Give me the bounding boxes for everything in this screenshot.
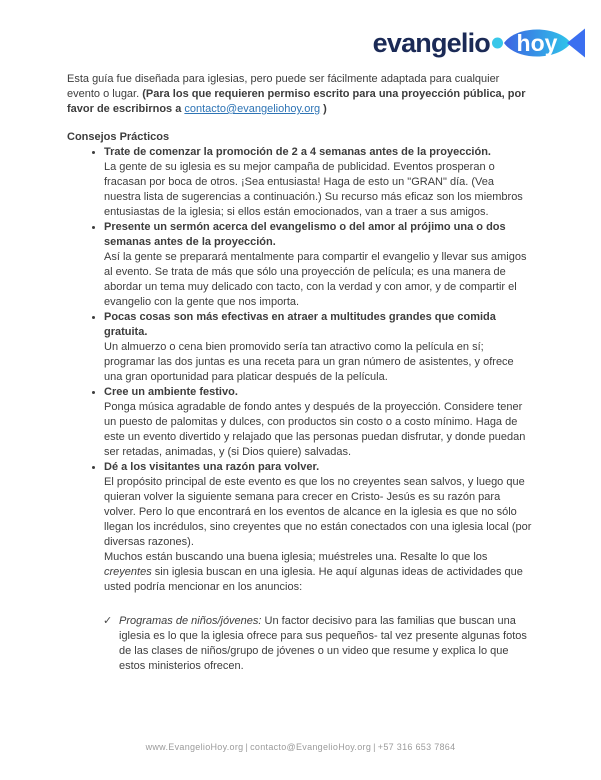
intro-paragraph	[67, 72, 533, 117]
tip-item-free-food	[104, 310, 533, 385]
intro-text: Esta guía fue diseñada para iglesias, pero puede ser fácilmente adaptada para cualquier evento o lugar.	[67, 73, 500, 100]
tip-title: • Pocas cosas son más efectivas en atraer a multitudes grandes que comida gratuita.	[104, 311, 496, 338]
footer-email: contacto@EvangelioHoy.org	[250, 742, 372, 752]
logo-wordmark: evangelio	[372, 27, 490, 58]
tip-item-sermon	[104, 220, 533, 310]
evangeliohoy-logo	[373, 22, 588, 64]
tip-body: Así la gente se preparará mentalmente para compartir el evangelio y llevar sus amigos al evento. Se trata de más que sólo una proyección de película; es una manera de abordar un tema muy delicado con tacto, con la verdad y con amor, y de compartir el evangelio con la gente que nos importa.	[104, 251, 527, 308]
checklist-lead: Programas de niños/jóvenes:	[119, 615, 262, 627]
tip-title: • Presente un sermón acerca del evangelismo o del amor al prójimo una o dos semanas antes de la proyección.	[104, 221, 506, 248]
tip-title: • Dé a los visitantes una razón para volver.	[104, 461, 320, 473]
tip-body-2-post: sin iglesia buscan en una iglesia. He aquí algunas ideas de actividades que usted podría mencionar en los anuncios:	[104, 566, 523, 593]
page-footer	[0, 742, 601, 752]
intro-bold-note: (Para los que requieren permiso escrito para una proyección pública, por favor de escribirnos a	[67, 88, 526, 115]
contact-email-link[interactable]: contacto@evangeliohoy.org	[184, 103, 321, 115]
intro-bold-close: )	[320, 103, 327, 115]
tip-body: Un almuerzo o cena bien promovido sería tan atractivo como la película en sí; programar las dos juntas es una receta para un gran número de asistentes, y ofrece una gran oportunidad para platicar después de la película.	[104, 341, 514, 383]
section-heading: Consejos Prácticos	[67, 131, 170, 143]
footer-phone: +57 316 653 7864	[377, 742, 456, 752]
checklist-text	[119, 614, 533, 674]
tip-body-2	[104, 550, 533, 595]
tip-body: Ponga música agradable de fondo antes y después de la proyección. Considere tener un puesto de palomitas y dulces, con productos sin costo o a costo mínimo. Haga de este un evento divertido y relajado que las personas puedan disfrutar, y donde puedan ser retadas, animadas, y (si Dios quiere) salvadas.	[104, 401, 526, 458]
tip-item-festive	[104, 385, 533, 460]
fish-dot	[492, 38, 503, 49]
tip-item-promotion	[104, 145, 533, 220]
checklist-item-programs	[67, 614, 533, 674]
tip-body: La gente de su iglesia es su mejor campaña de publicidad. Eventos prosperan o fracasan por boca de otros. ¡Sea entusiasta! Haga de esto un "GRAN" día. (Vea nuestra lista de sugerencias a continuación.) Su recurso más eficaz son los miembros entusiastas de la iglesia; si ellos están emocionados, van a traer a sus amigos.	[104, 161, 523, 218]
practical-tips-list	[67, 145, 533, 595]
checklist-description: Un factor decisivo para las familias que buscan una iglesia es lo que la iglesia ofrece para sus pequeños- tal vez presente algunas fotos de las clases de niños/grupo de jóvenes o un video que resume y explica lo que estos ministerios ofrecen.	[119, 615, 527, 672]
footer-website: www.EvangelioHoy.org	[145, 742, 244, 752]
tip-body: El propósito principal de este evento es que los no creyentes sean salvos, y luego que quieran volver la siguiente semana para crecer en Cristo- Jesús es su razón para volver. Pero lo que encontrará en los eventos de alcance en la iglesia es que no sólo llegan los incrédulos, sino creyentes que no están conectados con una iglesia local (por diversas razones).	[104, 476, 532, 548]
tip-body-2-italic: creyentes	[104, 566, 152, 578]
tip-body-2-pre: Muchos están buscando una buena iglesia; muéstreles una. Resalte lo que los	[104, 551, 488, 563]
tip-title: • Cree un ambiente festivo.	[104, 386, 238, 398]
tip-item-reason-to-return	[104, 460, 533, 595]
logo-fish-label: hoy	[516, 30, 558, 56]
fish-logo-icon	[492, 22, 588, 64]
footer-separator: |	[373, 742, 376, 752]
footer-separator: |	[245, 742, 249, 752]
document-body	[67, 72, 533, 674]
check-icon: ✓	[103, 615, 113, 627]
fish-tail	[567, 29, 585, 58]
tip-title: • Trate de comenzar la promoción de 2 a 4 semanas antes de la proyección.	[104, 146, 491, 158]
